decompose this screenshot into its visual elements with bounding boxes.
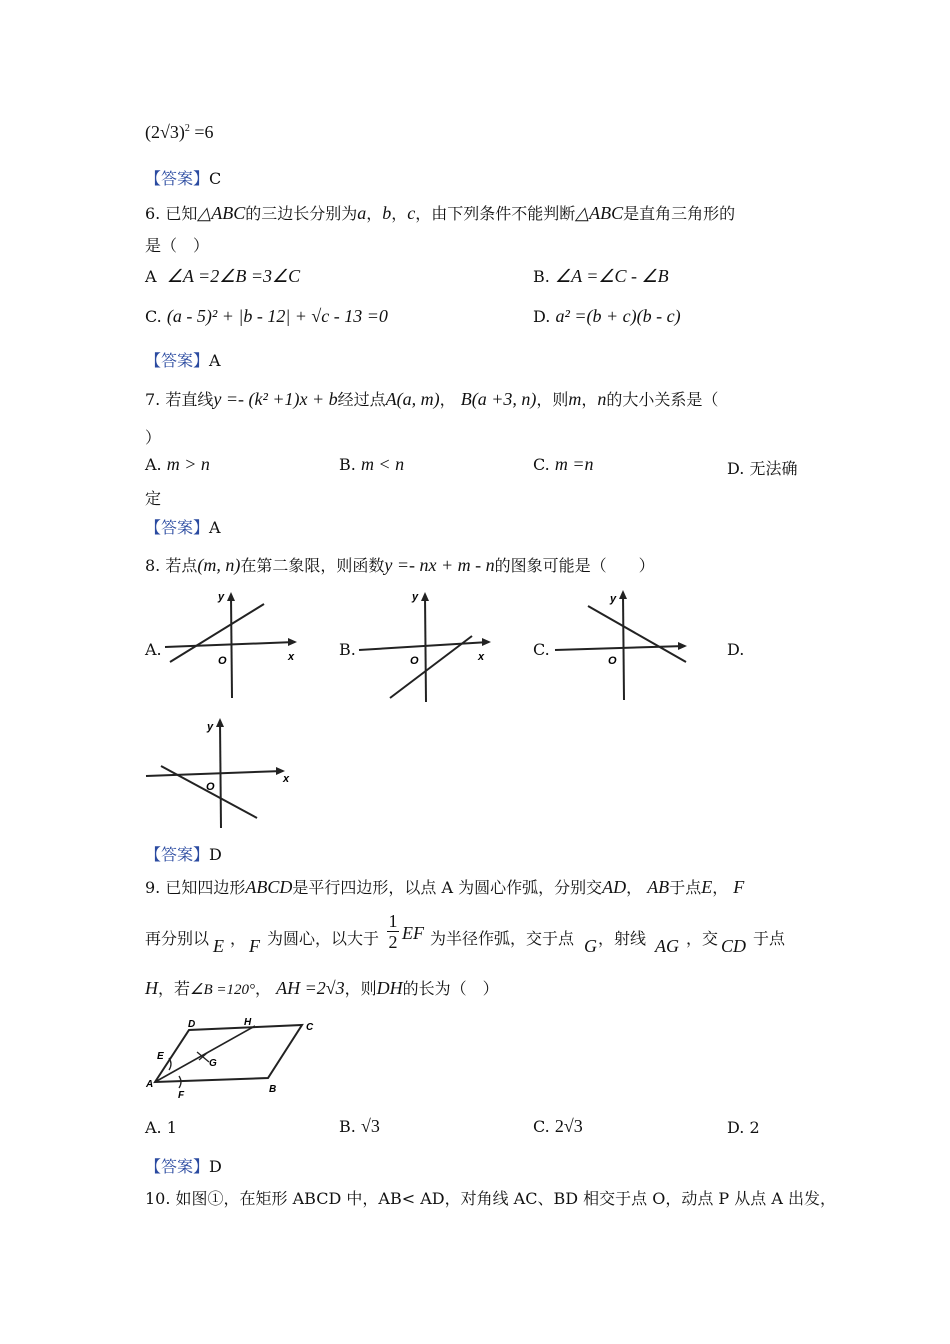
svg-text:D: D — [188, 1019, 196, 1030]
answer-q7: 【答案】A — [145, 518, 221, 537]
answer-q5 — [145, 166, 221, 189]
svg-text:x: x — [478, 651, 485, 663]
q8-label-a: A. — [145, 640, 162, 659]
q8-graph-d — [143, 716, 293, 831]
question-9-stem-line2: 再分别以 — [145, 929, 210, 948]
q9-ag: AG — [655, 936, 679, 956]
q9-line2-e: ，交 — [686, 929, 719, 948]
q8-label-b: B. — [339, 640, 356, 659]
svg-text:A: A — [146, 1079, 154, 1090]
svg-text:E: E — [157, 1051, 164, 1062]
question-6-stem-cont: 是（ ） — [145, 236, 210, 255]
svg-text:O: O — [410, 655, 419, 667]
q8-graph-c — [550, 588, 695, 703]
q9-option-d: D. 2 — [727, 1118, 760, 1137]
q9-line2-b: 为圆心，以大于 — [267, 929, 380, 948]
answer-q6: 【答案】A — [145, 351, 221, 370]
answer-value: C — [209, 169, 222, 188]
q7-option-a: A. m > n — [145, 454, 210, 474]
formula-line: $(2√3)^2 =6$ — [145, 122, 214, 142]
q9-ef: EF — [402, 923, 424, 943]
q9-g: G — [584, 936, 597, 956]
answer-q9: 【答案】D — [145, 1157, 222, 1176]
q9-line2-f: 于点 — [753, 929, 786, 948]
q9-cd: CD — [721, 936, 747, 956]
svg-text:O: O — [608, 655, 617, 667]
q9-comma: ， — [230, 929, 247, 948]
svg-text:C: C — [306, 1022, 314, 1033]
svg-text:y: y — [610, 593, 617, 605]
svg-text:y: y — [412, 591, 419, 603]
q9-line2-c: 为半径作弧，交于点 — [430, 929, 575, 948]
answer-tag: 【答案】 — [145, 169, 210, 188]
q6-option-b: B. ∠A =∠C - ∠B — [533, 266, 669, 286]
q9-f: F — [249, 936, 260, 956]
q6-option-c: C. (a - 5)² + |b - 12| + √c - 13 =0 — [145, 306, 388, 326]
q7-option-d: D. 无法确 — [727, 459, 798, 478]
question-7-stem-cont: ） — [145, 428, 162, 447]
svg-text:B: B — [269, 1084, 277, 1095]
question-8-stem: 8. 若点(m, n)在第二象限，则函数y =- nx + m - n的图象可能是（ ） — [145, 555, 655, 575]
question-7-stem: 7. 若直线y =- (k² +1)x + b经过点A(a, m)， B(a +3, n)，则m，n的大小关系是（ — [145, 389, 719, 409]
q9-figure — [145, 1012, 330, 1102]
q7-option-c: C. m =n — [533, 454, 594, 474]
q9-line2-d: ，射线 — [598, 929, 647, 948]
q9-e: E — [213, 936, 224, 956]
q8-graph-b — [354, 590, 499, 705]
q6-option-a: A ∠A =2∠B =3∠C — [145, 266, 301, 286]
q8-graph-a — [160, 590, 305, 700]
question-6-stem: 6. 已知△ABC的三边长分别为a，b，c，由下列条件不能判断△ABC是直角三角形的 — [145, 203, 736, 223]
svg-text:x: x — [283, 773, 290, 785]
q7-option-b: B. m < n — [339, 454, 405, 474]
svg-text:F: F — [178, 1090, 185, 1101]
svg-text:H: H — [244, 1017, 252, 1028]
q9-option-c: C. 2√3 — [533, 1116, 583, 1136]
answer-q8: 【答案】D — [145, 845, 222, 864]
q9-option-b: B. √3 — [339, 1116, 380, 1136]
question-10-stem: 10. 如图①，在矩形 ABCD 中，AB< AD，对角线 AC、BD 相交于点 O，动点 P 从点 A 出发， — [145, 1189, 836, 1208]
svg-text:x: x — [288, 651, 295, 663]
q9-option-a: A. 1 — [145, 1118, 177, 1137]
question-9-stem-line3: H，若∠B =120°， AH =2√3，则DH的长为（ ） — [145, 978, 499, 998]
question-9-stem: 9. 已知四边形ABCD是平行四边形，以点 A 为圆心作弧，分别交AD， AB于点E， F — [145, 877, 745, 897]
svg-text:O: O — [218, 655, 227, 667]
svg-text:y: y — [218, 591, 225, 603]
q8-label-c: C. — [533, 640, 550, 659]
svg-text:G: G — [209, 1058, 217, 1069]
svg-text:O: O — [206, 781, 215, 793]
q7-option-d-cont: 定 — [145, 489, 162, 508]
q8-label-d: D. — [727, 640, 745, 659]
svg-text:y: y — [207, 721, 214, 733]
q9-fraction: 1 2 — [388, 911, 398, 952]
q6-option-d: D. a² =(b + c)(b - c) — [533, 306, 681, 326]
